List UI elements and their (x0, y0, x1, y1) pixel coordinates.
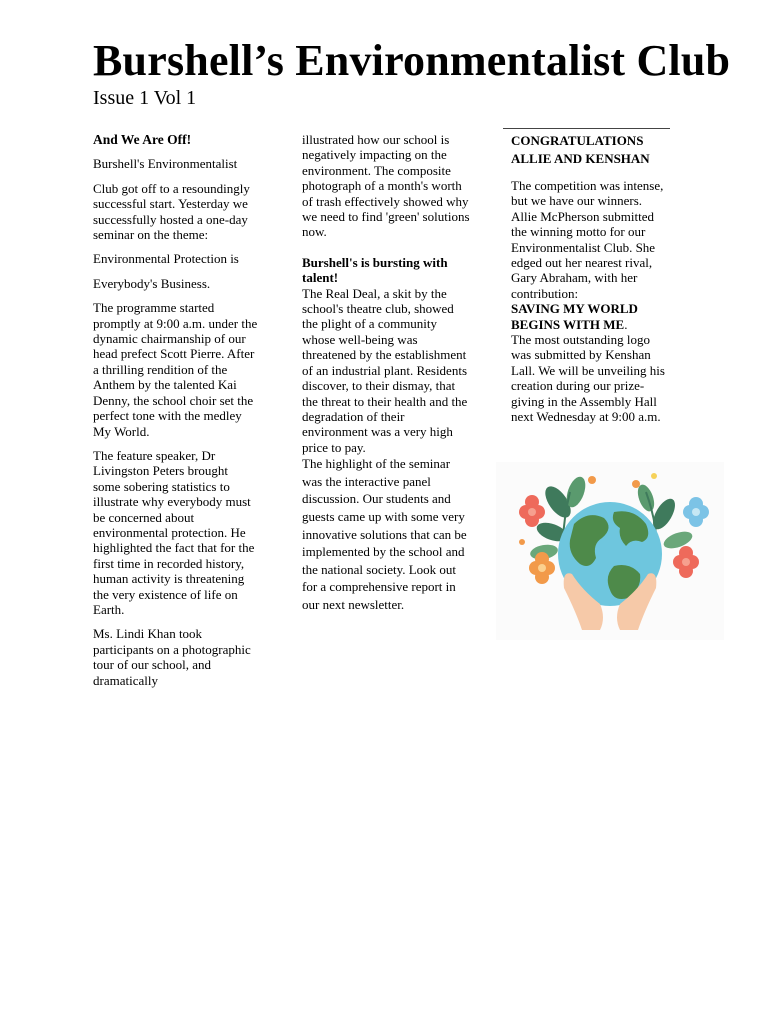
paragraph-panel: The highlight of the seminar was the interactive panel discussion. Our students and guests came up with some very innovative solutions that can be implemented by the school and the national society. Look out for a comprehensive report in our next newsletter. (302, 456, 467, 612)
motto-period: . (624, 316, 628, 332)
column-divider-rule (503, 128, 670, 129)
issue-number: Issue 1 Vol 1 (93, 87, 197, 109)
article-heading-talent: Burshell's is bursting with talent! (302, 254, 448, 286)
sparkle (651, 473, 657, 479)
paragraph: Club got off to a resoundingly successful start. Yesterday we successfully hosted a one-day seminar on the theme: (93, 180, 250, 243)
bud (519, 539, 525, 545)
column-2 (302, 132, 472, 613)
congratulations-heading (511, 132, 673, 168)
motto-line (511, 301, 673, 332)
bud (632, 480, 640, 488)
spacer (302, 240, 472, 255)
bud (588, 476, 596, 484)
paragraph-motto: Allie McPherson submitted the winning motto for our Environmentalist Club. She edged out her nearest rival, Gary Abraham, with her contribution: (511, 208, 656, 301)
column-1 (93, 132, 258, 697)
heading-line: CONGRATULATIONS (511, 133, 644, 148)
winning-motto: SAVING MY WORLD BEGINS WITH ME (511, 301, 638, 332)
paragraph-skit: The Real Deal, a skit by the school's theatre club, showed the plight of a community whose well-being was threatened by the establishment of an industrial plant. Residents discover, to their dismay, that the threat to their health and the degradation of their environment was a very high price to pay. (302, 285, 468, 455)
article-heading-and-we-are-off: And We Are Off! (93, 132, 192, 147)
paragraph: Burshell's Environmentalist (93, 156, 238, 172)
paragraph-intro: The competition was intense, but we have our winners. (511, 178, 664, 209)
paragraph-logo: The most outstanding logo was submitted by Kenshan Lall. We will be unveiling his creation during our prize-giving in the Assembly Hall next Wednesday at 9:00 a.m. (511, 332, 665, 425)
heading-line: ALLIE AND KENSHAN (511, 151, 650, 166)
paragraph: The feature speaker, Dr Livingston Peters brought some sobering statistics to illustrate why everybody must be concerned about environmental protection. He highlighted the fact that for the first time in recorded history, human activity is threatening the very existence of life on Earth. (93, 447, 255, 617)
newsletter-title: Burshell’s Environmentalist Club (93, 36, 731, 85)
paragraph: Environmental Protection is (93, 251, 239, 267)
globe-in-hands-icon (496, 462, 724, 640)
paragraph: The programme started promptly at 9:00 a.m. under the dynamic chairmanship of our head prefect Scott Pierre. After a thrilling rendition of the Anthem by the talented Kai Denny, the school choir set the perfect tone with the medley My World. (93, 300, 258, 439)
paragraph: Everybody's Business. (93, 275, 211, 291)
column-3 (511, 132, 673, 425)
paragraph-continuation: illustrated how our school is negatively impacting on the environment. The composite photograph of a month's worth of trash effectively showed why we need to find 'green' solutions now. (302, 132, 470, 240)
paragraph: Ms. Lindi Khan took participants on a photographic tour of our school, and dramatically (93, 626, 251, 688)
